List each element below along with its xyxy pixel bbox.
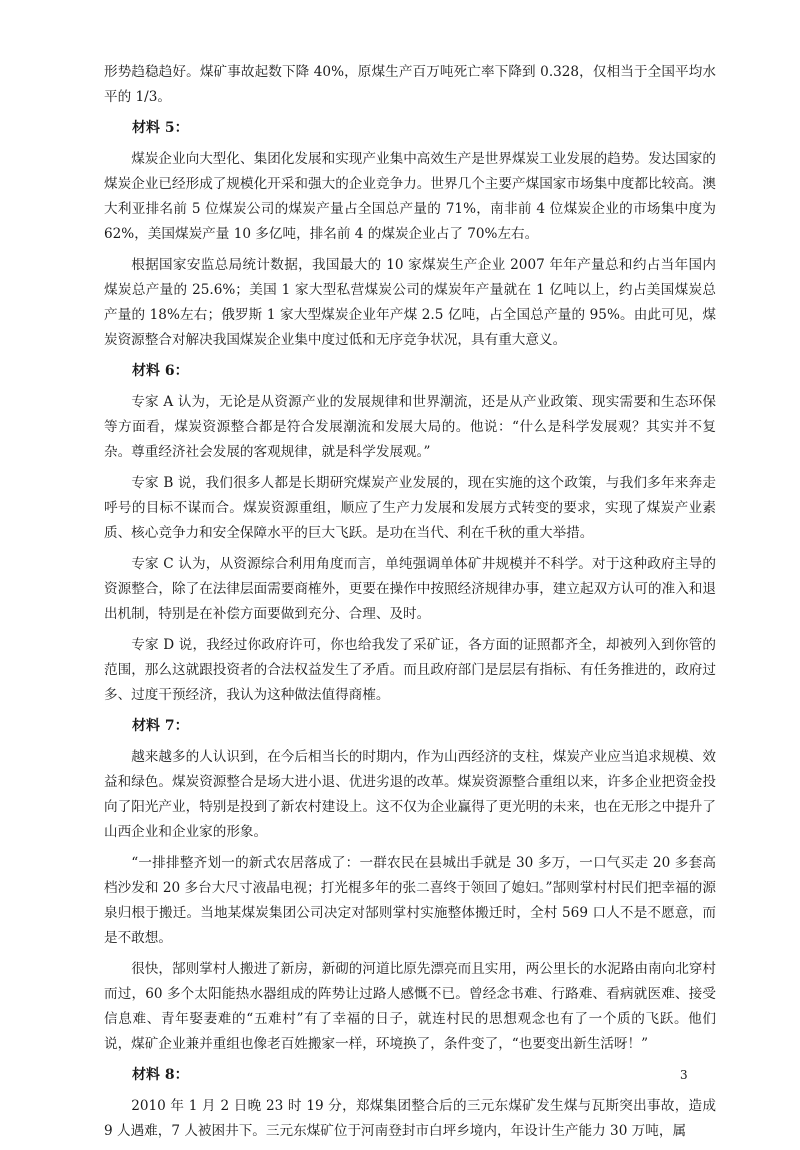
page-number: 3 [680, 1068, 688, 1082]
document-page [104, 60, 716, 1150]
body-paragraph: 专家 D 说，我经过你政府许可，你也给我发了采矿证，各方面的证照都齐全，却被列入到你管的范围，那么这就跟投资者的合法权益发生了矛盾。而且政府部门是层层有指标、有任务推进的，政府过多、过度干预经济，我认为这种做法值得商榷。 [104, 637, 716, 703]
section-heading: 材料 8： [132, 1067, 189, 1083]
body-paragraph: 形势趋稳趋好。煤矿事故起数下降 40%，原煤生产百万吨死亡率下降到 0.328，仅相当于全国平均水平的 1/3。 [104, 64, 716, 105]
body-paragraph: “一排排整齐划一的新式农居落成了：一群农民在县城出手就是 30 多万，一口气买走 20 多套高档沙发和 20 多台大尺寸液晶电视；打光棍多年的张二喜终于领回了媳妇。”郜则掌村村民们把幸福的源泉归根于搬迁。当地某煤炭集团公司决定对郜则掌村实施整体搬迁时，全村 569 口人不是不愿意，而是不敢想。 [104, 855, 716, 946]
body-paragraph: 根据国家安监总局统计数据，我国最大的 10 家煤炭生产企业 2007 年年产量总和约占当年国内煤炭总产量的 25.6%；美国 1 家大型私营煤炭公司的煤炭年产量就在 1 亿吨以上，约占美国煤炭总产量的 18%左右；俄罗斯 1 家大型煤炭企业年产煤 2.5 亿吨，占全国总产量的 95%。由此可见，煤炭资源整合对解决我国煤炭企业集中度过低和无序竞争状况，具有重大意义。 [104, 257, 716, 348]
section-heading: 材料 5： [132, 120, 189, 136]
section-heading: 材料 7： [132, 718, 189, 734]
body-paragraph: 专家 C 认为，从资源综合利用角度而言，单纯强调单体矿井规模并不科学。对于这种政府主导的资源整合，除了在法律层面需要商榷外，更要在操作中按照经济规律办事，建立起双方认可的准入和退出机制，特别是在补偿方面要做到充分、合理、及时。 [104, 556, 716, 622]
body-paragraph: 很快，郜则掌村人搬进了新房，新砌的河道比原先漂亮而且实用，两公里长的水泥路由南向北穿村而过，60 多个太阳能热水器组成的阵势让过路人感慨不已。曾经念书难、行路难、看病就医难、接受信息难、青年娶妻难的“五难村”有了幸福的日子，就连村民的思想观念也有了一个质的飞跃。他们说，煤矿企业兼并重组也像老百姓搬家一样，环境换了，条件变了，“也要变出新生活呀！” [104, 961, 716, 1052]
body-paragraph: 专家 A 认为，无论是从资源产业的发展规律和世界潮流，还是从产业政策、现实需要和生态环保等方面看，煤炭资源整合都是符合发展潮流和发展大局的。他说：“什么是科学发展观？其实并不复杂。尊重经济社会发展的客观规律，就是科学发展观。” [104, 394, 716, 460]
body-paragraph: 2010 年 1 月 2 日晚 23 时 19 分，郑煤集团整合后的三元东煤矿发生煤与瓦斯突出事故，造成 9 人遇难，7 人被困井下。三元东煤矿位于河南登封市白坪乡境内，年设计生产能力 30 万吨，属 [104, 1098, 716, 1139]
body-paragraph: 煤炭企业向大型化、集团化发展和实现产业集中高效生产是世界煤炭工业发展的趋势。发达国家的煤炭企业已经形成了规模化开采和强大的企业竞争力。世界几个主要产煤国家市场集中度都比较高。澳大利亚排名前 5 位煤炭公司的煤炭产量占全国总产量的 71%，南非前 4 位煤炭企业的市场集中度为 62%，美国煤炭产量 10 多亿吨，排名前 4 的煤炭企业占了 70%左右。 [104, 151, 716, 242]
section-heading: 材料 6： [132, 363, 189, 379]
body-paragraph: 越来越多的人认识到，在今后相当长的时期内，作为山西经济的支柱，煤炭产业应当追求规模、效益和绿色。煤炭资源整合是场大进小退、优进劣退的改革。煤炭资源整合重组以来，许多企业把资金投向了阳光产业，特别是投到了新农村建设上。这不仅为企业赢得了更光明的未来，也在无形之中提升了山西企业和企业家的形象。 [104, 749, 716, 840]
body-paragraph: 专家 B 说，我们很多人都是长期研究煤炭产业发展的，现在实施的这个政策，与我们多年来奔走呼号的目标不谋而合。煤炭资源重组，顺应了生产力发展和发展方式转变的要求，实现了煤炭产业素质、核心竞争力和安全保障水平的巨大飞跃。是功在当代、利在千秋的重大举措。 [104, 475, 716, 541]
